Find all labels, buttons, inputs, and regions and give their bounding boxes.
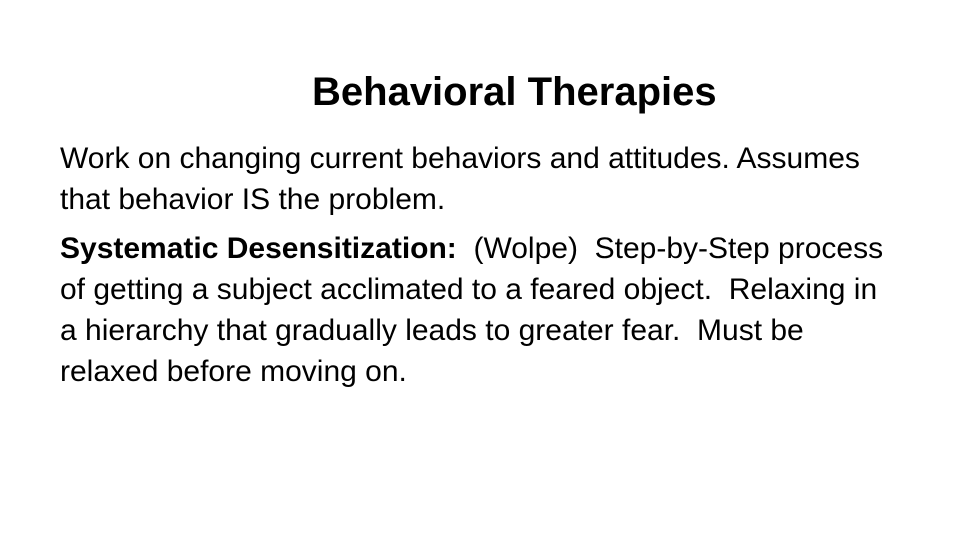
paragraph-systematic-desensitization [60, 228, 900, 392]
slide-body [60, 138, 900, 400]
paragraph-behavior-change: Work on changing current behaviors and attitudes. Assumes that behavior IS the problem. [60, 142, 860, 216]
term-systematic-desensitization: Systematic Desensitization: [60, 232, 457, 265]
definition-systematic-desensitization: (Wolpe) Step-by-Step process of getting a subject acclimated to a feared object. Relaxing in a hierarchy that gradually leads to greater fear. Must be relaxed before moving on. [60, 232, 892, 388]
slide-title: Behavioral Therapies [312, 70, 717, 114]
